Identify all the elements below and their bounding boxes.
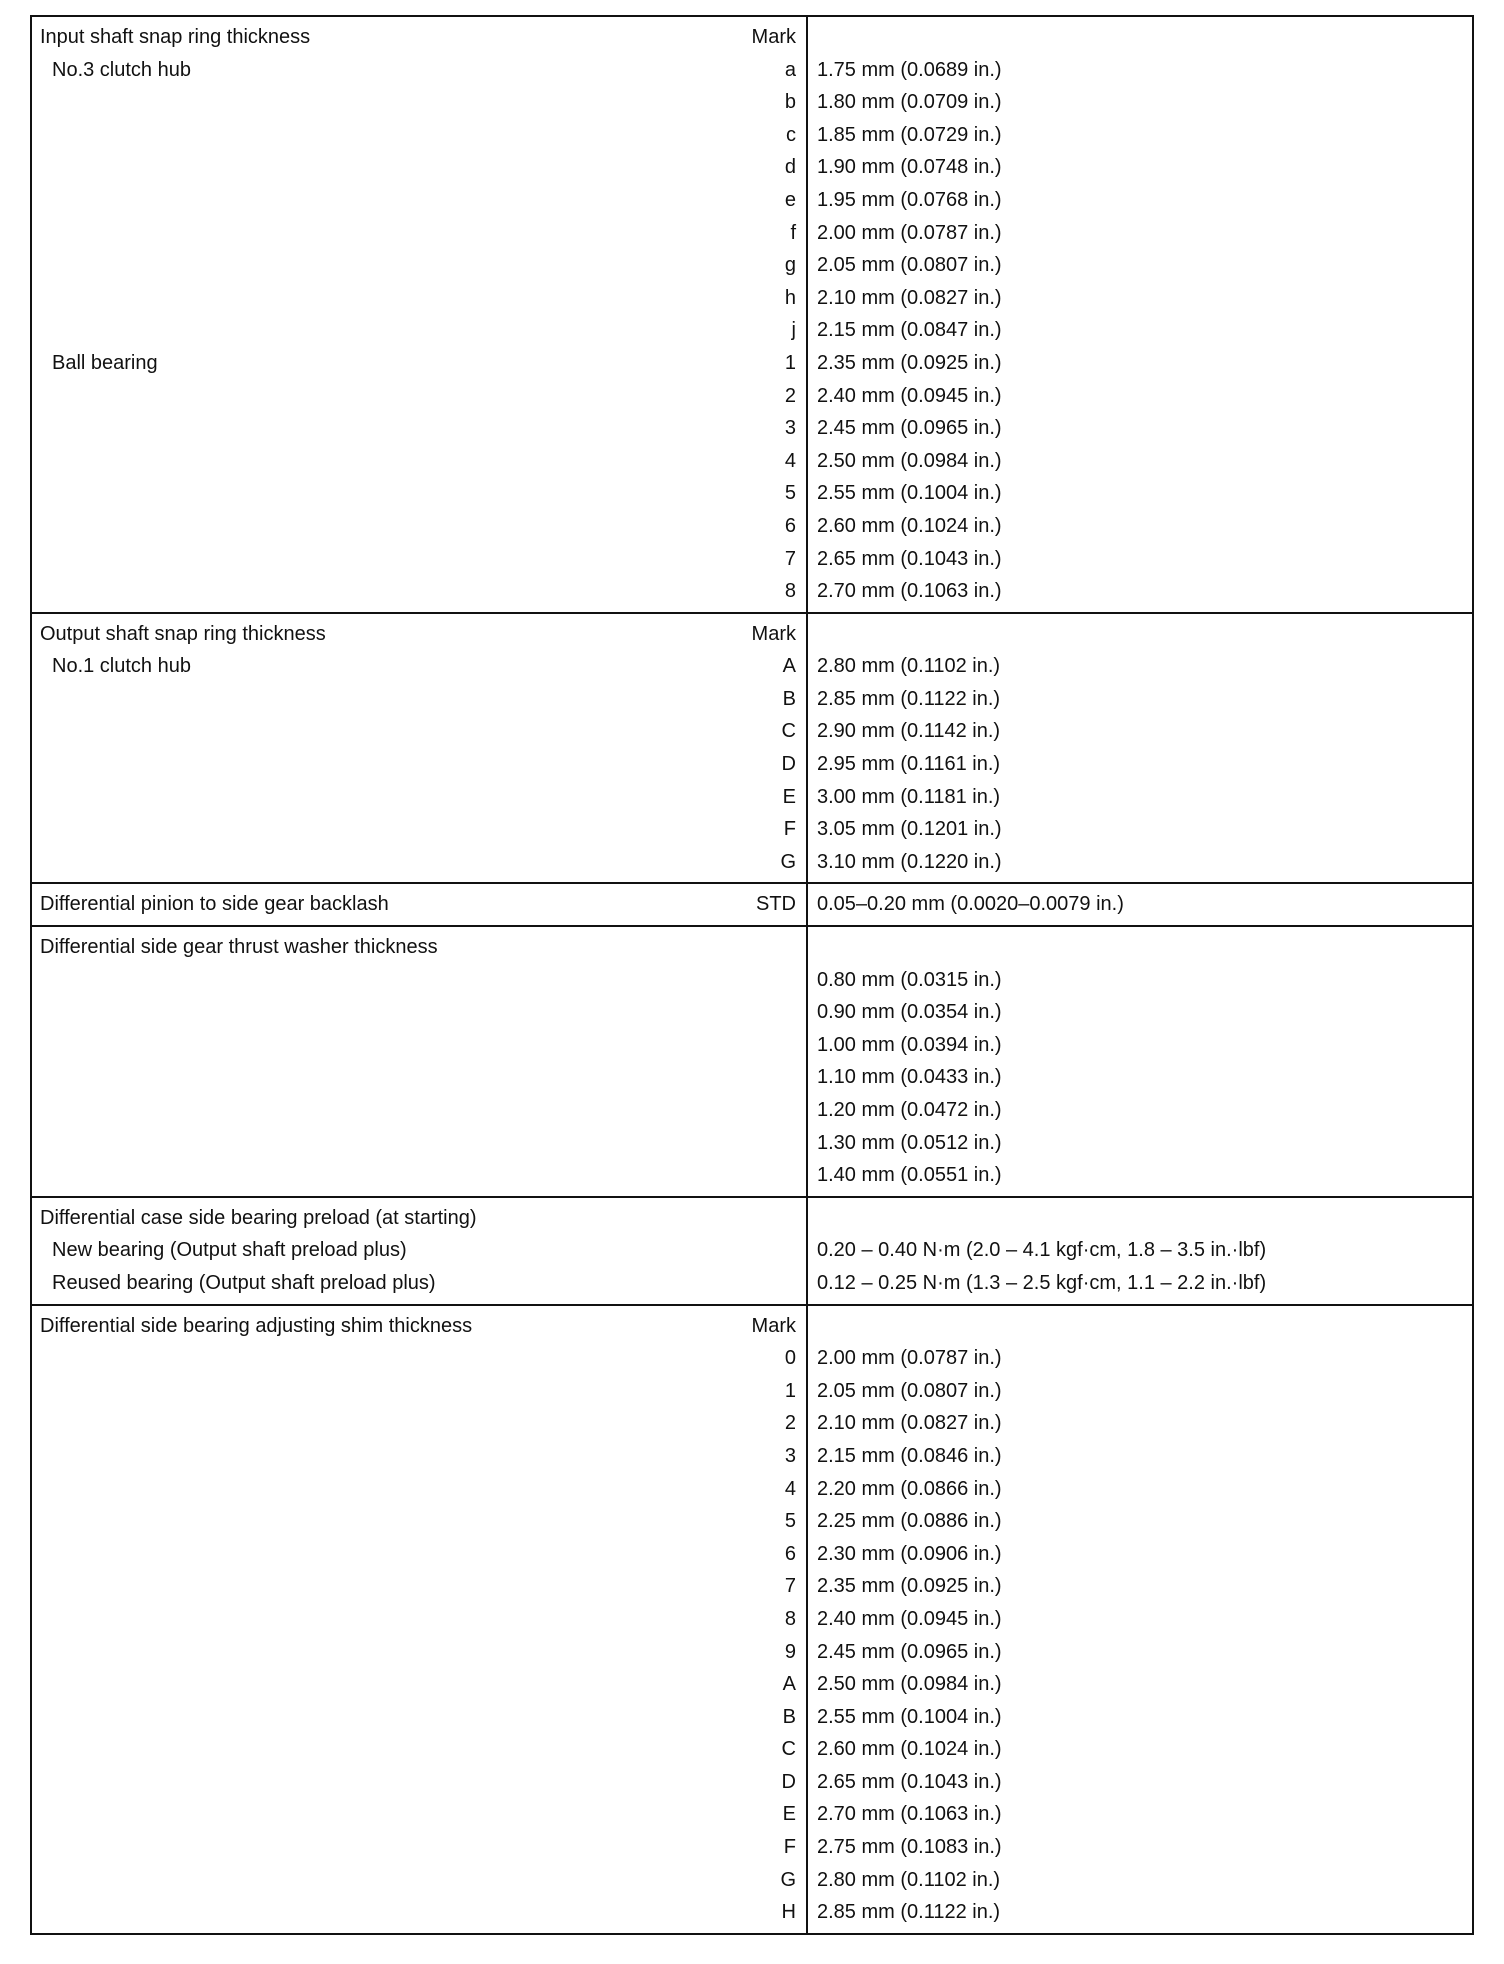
spec-value-cell: 1.00 mm (0.0394 in.): [817, 1033, 1002, 1056]
section-title: Differential side bearing adjusting shim thickness: [40, 1314, 473, 1337]
section-label-column: [32, 1306, 808, 1933]
spec-value-cell: 1.75 mm (0.0689 in.): [817, 58, 1002, 81]
section-value-column: [808, 927, 1472, 1196]
spec-value-cell: 2.40 mm (0.0945 in.): [817, 1607, 1002, 1630]
spec-row-label: [32, 1061, 806, 1094]
spec-value-cell: 2.35 mm (0.0925 in.): [817, 351, 1002, 374]
spec-row-label: [32, 1733, 806, 1766]
mark-cell: A: [782, 1673, 796, 1696]
spec-row-label: [32, 54, 806, 87]
spec-row-label: [32, 1029, 806, 1062]
spec-row-label: [32, 1864, 806, 1897]
spec-value-cell: 1.20 mm (0.0472 in.): [817, 1099, 1002, 1121]
spec-value-cell: 2.45 mm (0.0965 in.): [817, 1640, 1002, 1663]
spec-value-cell: 2.95 mm (0.1161 in.): [817, 753, 1001, 776]
spec-row-label: [32, 151, 806, 184]
sub-item-label: No.1 clutch hub: [52, 655, 191, 678]
spec-section-output-shaft-snap-ring: [32, 612, 1472, 883]
spec-row-label: [32, 249, 806, 282]
spec-value-cell: 2.30 mm (0.0906 in.): [817, 1542, 1002, 1565]
spec-row-label: [32, 1636, 806, 1669]
mark-cell: H: [781, 1901, 796, 1924]
mark-cell: b: [784, 91, 796, 114]
spec-row-label: [32, 314, 806, 347]
mark-cell: F: [783, 818, 796, 841]
section-header-value: [808, 21, 1472, 54]
spec-section-adjusting-shim: [32, 1304, 1472, 1933]
spec-value-cell: 2.15 mm (0.0847 in.): [817, 319, 1002, 342]
section-header-row: [32, 931, 806, 964]
spec-row-label: [32, 1127, 806, 1160]
spec-value-cell: 1.10 mm (0.0433 in.): [817, 1066, 1002, 1089]
section-header-row: [32, 1310, 806, 1343]
spec-value-cell: 2.35 mm (0.0925 in.): [817, 1575, 1002, 1598]
mark-cell: D: [781, 1770, 796, 1793]
spec-value-cell: 2.15 mm (0.0846 in.): [817, 1444, 1002, 1467]
spec-value-cell: 2.40 mm (0.0945 in.): [817, 384, 1002, 407]
spec-value-cell: 0.20 – 0.40 N·m (2.0 – 4.1 kgf·cm, 1.8 – 3.5 in.·lbf): [817, 1239, 1267, 1262]
mark-cell: G: [780, 1868, 796, 1891]
section-header-value: [808, 931, 1472, 964]
mark-cell: C: [781, 1738, 796, 1761]
section-title: Input shaft snap ring thickness: [40, 26, 311, 48]
mark-cell: 6: [784, 1542, 796, 1565]
spec-row-label: [32, 846, 806, 879]
section-header-value: 0.05–0.20 mm (0.0020–0.0079 in.): [817, 893, 1124, 916]
spec-value-cell: 0.12 – 0.25 N·m (1.3 – 2.5 kgf·cm, 1.1 – 2.2 in.·lbf): [817, 1271, 1267, 1294]
spec-value-cell: 1.40 mm (0.0551 in.): [817, 1164, 1002, 1187]
spec-row-label: [32, 86, 806, 119]
section-header-row: [32, 21, 806, 54]
spec-value-cell: 2.65 mm (0.1043 in.): [817, 1770, 1002, 1793]
spec-value-cell: 2.90 mm (0.1142 in.): [817, 720, 1001, 743]
spec-row-label: [32, 715, 806, 748]
spec-row-label: [32, 1159, 806, 1192]
spec-value-cell: 2.05 mm (0.0807 in.): [817, 254, 1002, 277]
mark-cell: 2: [784, 1412, 796, 1435]
mark-cell: G: [780, 850, 796, 873]
mark-column-header: Mark: [751, 1314, 796, 1337]
spec-table: [30, 15, 1474, 1935]
mark-cell: 6: [784, 514, 796, 537]
spec-value-cell: 1.30 mm (0.0512 in.): [817, 1131, 1002, 1154]
spec-value-cell: 2.70 mm (0.1063 in.): [817, 580, 1002, 603]
spec-row-label: [32, 380, 806, 413]
mark-cell: E: [782, 1803, 796, 1826]
mark-cell: g: [784, 254, 796, 277]
section-value-column: [808, 1198, 1472, 1304]
spec-row-label: [32, 1407, 806, 1440]
section-header-value: [808, 1202, 1472, 1235]
spec-value-cell: 2.65 mm (0.1043 in.): [817, 547, 1002, 570]
mark-cell: 5: [784, 482, 796, 505]
spec-section-pinion-backlash: [32, 882, 1472, 925]
spec-value-cell: 3.10 mm (0.1220 in.): [817, 850, 1002, 873]
spec-row-label: [32, 964, 806, 997]
sub-item-label: Ball bearing: [52, 351, 158, 374]
spec-row-label: [32, 1766, 806, 1799]
spec-value-cell: 2.50 mm (0.0984 in.): [817, 1673, 1002, 1696]
mark-column-header: STD: [756, 893, 796, 916]
spec-value-cell: 2.85 mm (0.1122 in.): [817, 1901, 1001, 1924]
spec-value-cell: 2.60 mm (0.1024 in.): [817, 1738, 1002, 1761]
spec-value-cell: 2.10 mm (0.0827 in.): [817, 286, 1002, 309]
spec-value-cell: 2.55 mm (0.1004 in.): [817, 482, 1002, 505]
spec-row-label: [32, 1375, 806, 1408]
mark-cell: 1: [784, 1379, 796, 1402]
spec-value-cell: 1.95 mm (0.0768 in.): [817, 188, 1002, 211]
spec-row-label: [32, 1701, 806, 1734]
spec-value-cell: 2.45 mm (0.0965 in.): [817, 417, 1002, 440]
spec-row-label: [32, 1896, 806, 1929]
spec-value-cell: 0.90 mm (0.0354 in.): [817, 1001, 1002, 1024]
spec-value-cell: 2.80 mm (0.1102 in.): [817, 655, 1001, 678]
spec-value-cell: 0.80 mm (0.0315 in.): [817, 968, 1002, 991]
mark-cell: e: [784, 188, 796, 211]
spec-row-label: [32, 510, 806, 543]
mark-cell: 3: [784, 417, 796, 440]
spec-row-label: [32, 1094, 806, 1127]
spec-value-cell: 2.80 mm (0.1102 in.): [817, 1868, 1001, 1891]
mark-cell: 7: [784, 1575, 796, 1598]
section-title: Differential side gear thrust washer thickness: [40, 936, 438, 959]
spec-row-label: [32, 683, 806, 716]
section-value-column: [808, 884, 1472, 925]
mark-cell: f: [790, 221, 796, 244]
spec-value-cell: 3.00 mm (0.1181 in.): [817, 785, 1001, 808]
spec-section-side-bearing-preload: [32, 1196, 1472, 1304]
section-header-row: [32, 618, 806, 651]
spec-section-thrust-washer: [32, 925, 1472, 1196]
section-title: Output shaft snap ring thickness: [40, 622, 326, 645]
mark-cell: 7: [784, 547, 796, 570]
mark-cell: 9: [784, 1640, 796, 1663]
spec-row-label: [32, 1505, 806, 1538]
spec-row-label: [32, 1603, 806, 1636]
spec-row-label: [32, 996, 806, 1029]
section-value-column: [808, 614, 1472, 883]
spec-row-label: [32, 1570, 806, 1603]
spec-value-cell: 2.60 mm (0.1024 in.): [817, 514, 1002, 537]
mark-cell: 1: [784, 351, 796, 374]
mark-cell: 0: [784, 1347, 796, 1370]
section-header-row: [32, 1202, 806, 1235]
section-title: Differential case side bearing preload (at starting): [40, 1206, 477, 1229]
spec-value-cell: 2.75 mm (0.1083 in.): [817, 1836, 1002, 1859]
spec-value-cell: 2.50 mm (0.0984 in.): [817, 449, 1002, 472]
mark-cell: h: [784, 286, 796, 309]
mark-cell: 4: [784, 449, 796, 472]
mark-cell: 2: [784, 384, 796, 407]
mark-cell: d: [784, 156, 796, 179]
spec-row-label: [32, 650, 806, 683]
spec-row-label: [32, 1440, 806, 1473]
section-header-row: [32, 888, 806, 921]
spec-value-cell: 1.85 mm (0.0729 in.): [817, 123, 1002, 146]
spec-row-label: [32, 1267, 806, 1300]
spec-row-label: [32, 1798, 806, 1831]
spec-value-cell: 1.90 mm (0.0748 in.): [817, 156, 1002, 179]
mark-cell: E: [782, 785, 796, 808]
mark-cell: F: [783, 1836, 796, 1859]
mark-cell: C: [781, 720, 796, 743]
spec-value-cell: 2.70 mm (0.1063 in.): [817, 1803, 1002, 1826]
spec-value-cell: 2.00 mm (0.0787 in.): [817, 1347, 1002, 1370]
mark-column-header: Mark: [751, 26, 796, 48]
spec-value-cell: 1.80 mm (0.0709 in.): [817, 91, 1002, 114]
sub-item-label: No.3 clutch hub: [52, 58, 191, 81]
sub-item-label: Reused bearing (Output shaft preload plus): [52, 1271, 436, 1294]
mark-cell: a: [784, 58, 796, 81]
spec-value-cell: 2.85 mm (0.1122 in.): [817, 687, 1001, 710]
section-header-value: [808, 1310, 1472, 1343]
spec-value-cell: 2.05 mm (0.0807 in.): [817, 1379, 1002, 1402]
section-label-column: [32, 884, 808, 925]
section-title: Differential pinion to side gear backlash: [40, 893, 389, 916]
spec-value-cell: 2.00 mm (0.0787 in.): [817, 221, 1002, 244]
spec-row-label: [32, 1234, 806, 1267]
mark-cell: j: [791, 319, 796, 342]
spec-value-cell: 2.25 mm (0.0886 in.): [817, 1510, 1002, 1533]
spec-row-label: [32, 781, 806, 814]
mark-cell: 8: [784, 1607, 796, 1630]
spec-row-label: [32, 1342, 806, 1375]
spec-value-cell: 2.55 mm (0.1004 in.): [817, 1705, 1002, 1728]
mark-cell: D: [781, 753, 796, 776]
spec-section-input-shaft-snap-ring: [32, 17, 1472, 612]
section-label-column: [32, 1198, 808, 1304]
mark-cell: B: [782, 1705, 796, 1728]
section-label-column: [32, 614, 808, 883]
section-label-column: [32, 927, 808, 1196]
spec-row-label: [32, 748, 806, 781]
section-value-column: [808, 1306, 1472, 1933]
mark-cell: B: [782, 687, 796, 710]
spec-row-label: [32, 1831, 806, 1864]
sub-item-label: New bearing (Output shaft preload plus): [52, 1239, 407, 1262]
mark-cell: 4: [784, 1477, 796, 1500]
spec-row-label: [32, 477, 806, 510]
spec-row-label: [32, 445, 806, 478]
mark-cell: 5: [784, 1510, 796, 1533]
mark-cell: 8: [784, 580, 796, 603]
mark-cell: 3: [784, 1444, 796, 1467]
spec-row-label: [32, 412, 806, 445]
mark-cell: A: [782, 655, 796, 678]
spec-value-cell: 3.05 mm (0.1201 in.): [817, 818, 1002, 841]
spec-row-label: [32, 543, 806, 576]
spec-row-label: [32, 813, 806, 846]
spec-row-label: [32, 575, 806, 608]
spec-value-cell: 2.20 mm (0.0866 in.): [817, 1477, 1002, 1500]
section-header-value: [808, 618, 1472, 651]
section-label-column: [32, 17, 808, 612]
spec-row-label: [32, 184, 806, 217]
spec-row-label: [32, 1668, 806, 1701]
spec-row-label: [32, 1538, 806, 1571]
mark-column-header: Mark: [751, 622, 796, 645]
spec-value-cell: 2.10 mm (0.0827 in.): [817, 1412, 1002, 1435]
section-value-column: [808, 17, 1472, 612]
spec-row-label: [32, 282, 806, 315]
spec-row-label: [32, 1473, 806, 1506]
mark-cell: c: [786, 123, 796, 146]
spec-row-label: [32, 347, 806, 380]
spec-row-label: [32, 119, 806, 152]
spec-row-label: [32, 217, 806, 250]
